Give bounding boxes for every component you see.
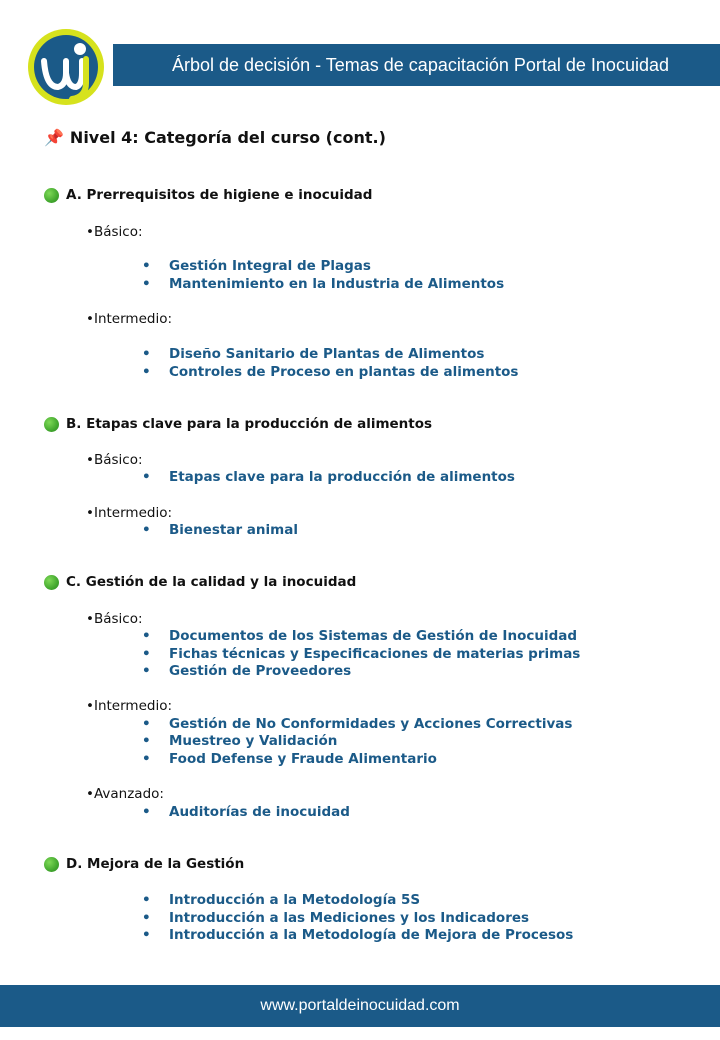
section-title-text: D. Mejora de la Gestión — [66, 856, 245, 872]
course-name: Mantenimiento en la Industria de Alimentos — [169, 276, 505, 292]
bullet-icon: • — [142, 910, 151, 926]
portal-inocuidad-logo-icon — [26, 27, 106, 107]
course-item — [142, 628, 577, 644]
green-circle-icon — [44, 188, 59, 203]
level-label: •Intermedio: — [86, 505, 172, 521]
bullet-icon: • — [142, 522, 151, 538]
course-item — [142, 927, 573, 943]
course-name: Food Defense y Fraude Alimentario — [169, 751, 437, 767]
course-name: Etapas clave para la producción de alimentos — [169, 469, 515, 485]
course-item — [142, 663, 351, 679]
course-item — [142, 892, 420, 908]
bullet-icon: • — [142, 258, 151, 274]
level-label: •Básico: — [86, 452, 143, 468]
bullet-icon: • — [142, 276, 151, 292]
course-name: Bienestar animal — [169, 522, 298, 538]
course-item — [142, 522, 298, 538]
course-item — [142, 716, 572, 732]
footer-url[interactable]: www.portaldeinocuidad.com — [260, 997, 460, 1014]
section-b-title — [44, 416, 432, 432]
course-item — [142, 646, 580, 662]
course-item — [142, 276, 504, 292]
section-c-title — [44, 574, 356, 590]
course-item — [142, 346, 484, 362]
level-label: •Intermedio: — [86, 698, 172, 714]
header-bar — [113, 44, 720, 86]
course-name: Gestión de Proveedores — [169, 663, 352, 679]
bullet-icon: • — [142, 927, 151, 943]
footer-bar — [0, 985, 720, 1027]
green-circle-icon — [44, 857, 59, 872]
bullet-icon: • — [142, 716, 151, 732]
bullet-icon: • — [142, 364, 151, 380]
level-label: •Avanzado: — [86, 786, 164, 802]
bullet-icon: • — [142, 346, 151, 362]
bullet-icon: • — [142, 469, 151, 485]
bullet-icon: • — [142, 663, 151, 679]
level-label: •Intermedio: — [86, 311, 172, 327]
course-item — [142, 804, 350, 820]
course-name: Controles de Proceso en plantas de alimentos — [169, 364, 519, 380]
page-title — [44, 128, 386, 147]
course-name: Introducción a la Metodología de Mejora de Procesos — [169, 927, 574, 943]
green-circle-icon — [44, 575, 59, 590]
course-item — [142, 364, 518, 380]
course-name: Diseño Sanitario de Plantas de Alimentos — [169, 346, 485, 362]
bullet-icon: • — [142, 646, 151, 662]
course-name: Introducción a las Mediciones y los Indicadores — [169, 910, 530, 926]
level-label: •Básico: — [86, 611, 143, 627]
course-item — [142, 751, 437, 767]
bullet-icon: • — [142, 751, 151, 767]
section-d-title — [44, 856, 244, 872]
course-item — [142, 258, 371, 274]
course-name: Muestreo y Validación — [169, 733, 338, 749]
section-title-text: B. Etapas clave para la producción de alimentos — [66, 416, 433, 432]
bullet-icon: • — [142, 892, 151, 908]
course-name: Gestión Integral de Plagas — [169, 258, 371, 274]
green-circle-icon — [44, 417, 59, 432]
page-title-text: Nivel 4: Categoría del curso (cont.) — [69, 128, 386, 147]
bullet-icon: • — [142, 804, 151, 820]
section-title-text: A. Prerrequisitos de higiene e inocuidad — [66, 187, 373, 203]
course-name: Introducción a la Metodología 5S — [169, 892, 421, 908]
course-name: Gestión de No Conformidades y Acciones Correctivas — [169, 716, 573, 732]
header-title: Árbol de decisión - Temas de capacitación Portal de Inocuidad — [172, 54, 669, 75]
section-title-text: C. Gestión de la calidad y la inocuidad — [66, 574, 357, 590]
bullet-icon: • — [142, 628, 151, 644]
course-name: Auditorías de inocuidad — [169, 804, 350, 820]
course-name: Fichas técnicas y Especificaciones de materias primas — [169, 646, 581, 662]
course-item — [142, 469, 515, 485]
course-item — [142, 910, 529, 926]
pushpin-icon: 📌 — [44, 128, 64, 147]
bullet-icon: • — [142, 733, 151, 749]
level-label: •Básico: — [86, 224, 143, 240]
course-item — [142, 733, 337, 749]
course-name: Documentos de los Sistemas de Gestión de Inocuidad — [169, 628, 578, 644]
section-a-title — [44, 187, 372, 203]
